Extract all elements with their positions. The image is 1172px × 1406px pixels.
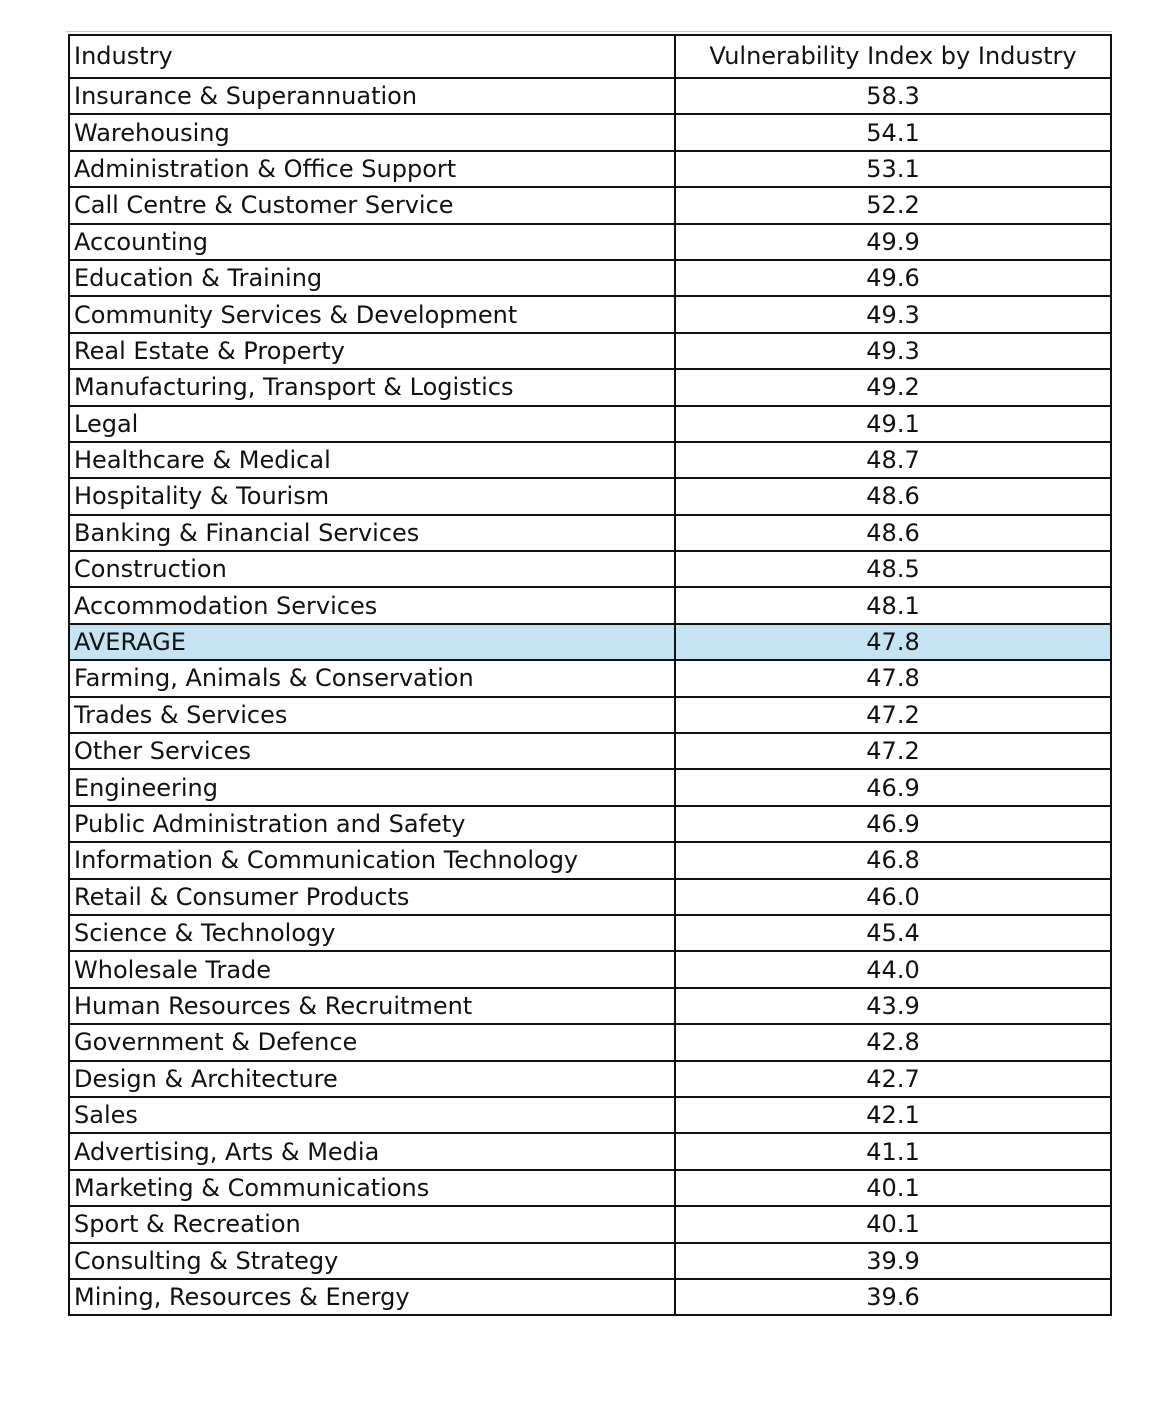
index-value-cell: 40.1 <box>675 1206 1111 1242</box>
index-value-cell: 48.6 <box>675 478 1111 514</box>
index-value-cell: 54.1 <box>675 114 1111 150</box>
index-value-cell: 43.9 <box>675 988 1111 1024</box>
table-row <box>69 660 1111 696</box>
industry-cell: Accommodation Services <box>69 587 675 623</box>
index-value-cell: 44.0 <box>675 951 1111 987</box>
industry-cell: Administration & Office Support <box>69 151 675 187</box>
table-row <box>69 78 1111 114</box>
table-row <box>69 260 1111 296</box>
table-row <box>69 587 1111 623</box>
industry-cell: Mining, Resources & Energy <box>69 1279 675 1315</box>
industry-cell: Banking & Financial Services <box>69 515 675 551</box>
index-value-cell: 48.5 <box>675 551 1111 587</box>
header-vulnerability-index: Vulnerability Index by Industry <box>675 35 1111 78</box>
table-row <box>69 478 1111 514</box>
industry-cell: Retail & Consumer Products <box>69 879 675 915</box>
index-value-cell: 46.9 <box>675 806 1111 842</box>
index-value-cell: 53.1 <box>675 151 1111 187</box>
index-value-cell: 45.4 <box>675 915 1111 951</box>
table-row <box>69 151 1111 187</box>
table-row <box>69 1097 1111 1133</box>
index-value-cell: 47.2 <box>675 733 1111 769</box>
industry-cell: Sport & Recreation <box>69 1206 675 1242</box>
industry-cell: Science & Technology <box>69 915 675 951</box>
industry-cell: Warehousing <box>69 114 675 150</box>
industry-cell: Community Services & Development <box>69 296 675 332</box>
industry-cell: Insurance & Superannuation <box>69 78 675 114</box>
table-body <box>69 78 1111 1315</box>
industry-cell: Engineering <box>69 769 675 805</box>
index-value-cell: 49.9 <box>675 224 1111 260</box>
index-value-cell: 39.9 <box>675 1243 1111 1279</box>
table-row <box>69 1170 1111 1206</box>
table-row <box>69 1206 1111 1242</box>
industry-cell: Government & Defence <box>69 1024 675 1060</box>
vulnerability-index-table <box>68 34 1112 1316</box>
index-value-cell: 49.2 <box>675 369 1111 405</box>
table-row <box>69 187 1111 223</box>
index-value-cell: 47.2 <box>675 697 1111 733</box>
industry-cell: Design & Architecture <box>69 1061 675 1097</box>
table-row <box>69 1279 1111 1315</box>
table-row <box>69 1243 1111 1279</box>
table-row <box>69 1024 1111 1060</box>
index-value-cell: 48.1 <box>675 587 1111 623</box>
table-row <box>69 806 1111 842</box>
table-row <box>69 406 1111 442</box>
index-value-cell: 42.8 <box>675 1024 1111 1060</box>
industry-cell: Public Administration and Safety <box>69 806 675 842</box>
industry-cell: Education & Training <box>69 260 675 296</box>
table-row <box>69 988 1111 1024</box>
index-value-cell: 49.6 <box>675 260 1111 296</box>
industry-cell: Human Resources & Recruitment <box>69 988 675 1024</box>
table-row <box>69 369 1111 405</box>
index-value-cell: 48.6 <box>675 515 1111 551</box>
table-row-average <box>69 624 1111 660</box>
index-value-cell: 49.3 <box>675 333 1111 369</box>
table-row <box>69 515 1111 551</box>
industry-cell: Legal <box>69 406 675 442</box>
index-value-cell: 58.3 <box>675 78 1111 114</box>
industry-cell: AVERAGE <box>69 624 675 660</box>
index-value-cell: 40.1 <box>675 1170 1111 1206</box>
index-value-cell: 49.1 <box>675 406 1111 442</box>
table-row <box>69 915 1111 951</box>
index-value-cell: 42.7 <box>675 1061 1111 1097</box>
table-row <box>69 1061 1111 1097</box>
header-industry: Industry <box>69 35 675 78</box>
table-row <box>69 1133 1111 1169</box>
industry-cell: Marketing & Communications <box>69 1170 675 1206</box>
index-value-cell: 39.6 <box>675 1279 1111 1315</box>
table-row <box>69 551 1111 587</box>
table-row <box>69 951 1111 987</box>
industry-cell: Manufacturing, Transport & Logistics <box>69 369 675 405</box>
industry-cell: Wholesale Trade <box>69 951 675 987</box>
table-row <box>69 114 1111 150</box>
table-row <box>69 296 1111 332</box>
industry-cell: Trades & Services <box>69 697 675 733</box>
industry-cell: Sales <box>69 1097 675 1133</box>
index-value-cell: 46.0 <box>675 879 1111 915</box>
industry-cell: Farming, Animals & Conservation <box>69 660 675 696</box>
table-row <box>69 333 1111 369</box>
index-value-cell: 48.7 <box>675 442 1111 478</box>
table-row <box>69 769 1111 805</box>
industry-cell: Call Centre & Customer Service <box>69 187 675 223</box>
industry-cell: Other Services <box>69 733 675 769</box>
table-row <box>69 733 1111 769</box>
index-value-cell: 41.1 <box>675 1133 1111 1169</box>
index-value-cell: 47.8 <box>675 660 1111 696</box>
table-header-row <box>69 35 1111 78</box>
industry-cell: Real Estate & Property <box>69 333 675 369</box>
industry-cell: Healthcare & Medical <box>69 442 675 478</box>
index-value-cell: 42.1 <box>675 1097 1111 1133</box>
industry-cell: Construction <box>69 551 675 587</box>
industry-cell: Consulting & Strategy <box>69 1243 675 1279</box>
table-row <box>69 879 1111 915</box>
index-value-cell: 46.9 <box>675 769 1111 805</box>
table-row <box>69 842 1111 878</box>
table-row <box>69 697 1111 733</box>
index-value-cell: 52.2 <box>675 187 1111 223</box>
index-value-cell: 46.8 <box>675 842 1111 878</box>
industry-cell: Hospitality & Tourism <box>69 478 675 514</box>
table-row <box>69 442 1111 478</box>
industry-cell: Information & Communication Technology <box>69 842 675 878</box>
index-value-cell: 47.8 <box>675 624 1111 660</box>
industry-cell: Advertising, Arts & Media <box>69 1133 675 1169</box>
industry-cell: Accounting <box>69 224 675 260</box>
index-value-cell: 49.3 <box>675 296 1111 332</box>
top-divider <box>66 31 1112 32</box>
table-row <box>69 224 1111 260</box>
